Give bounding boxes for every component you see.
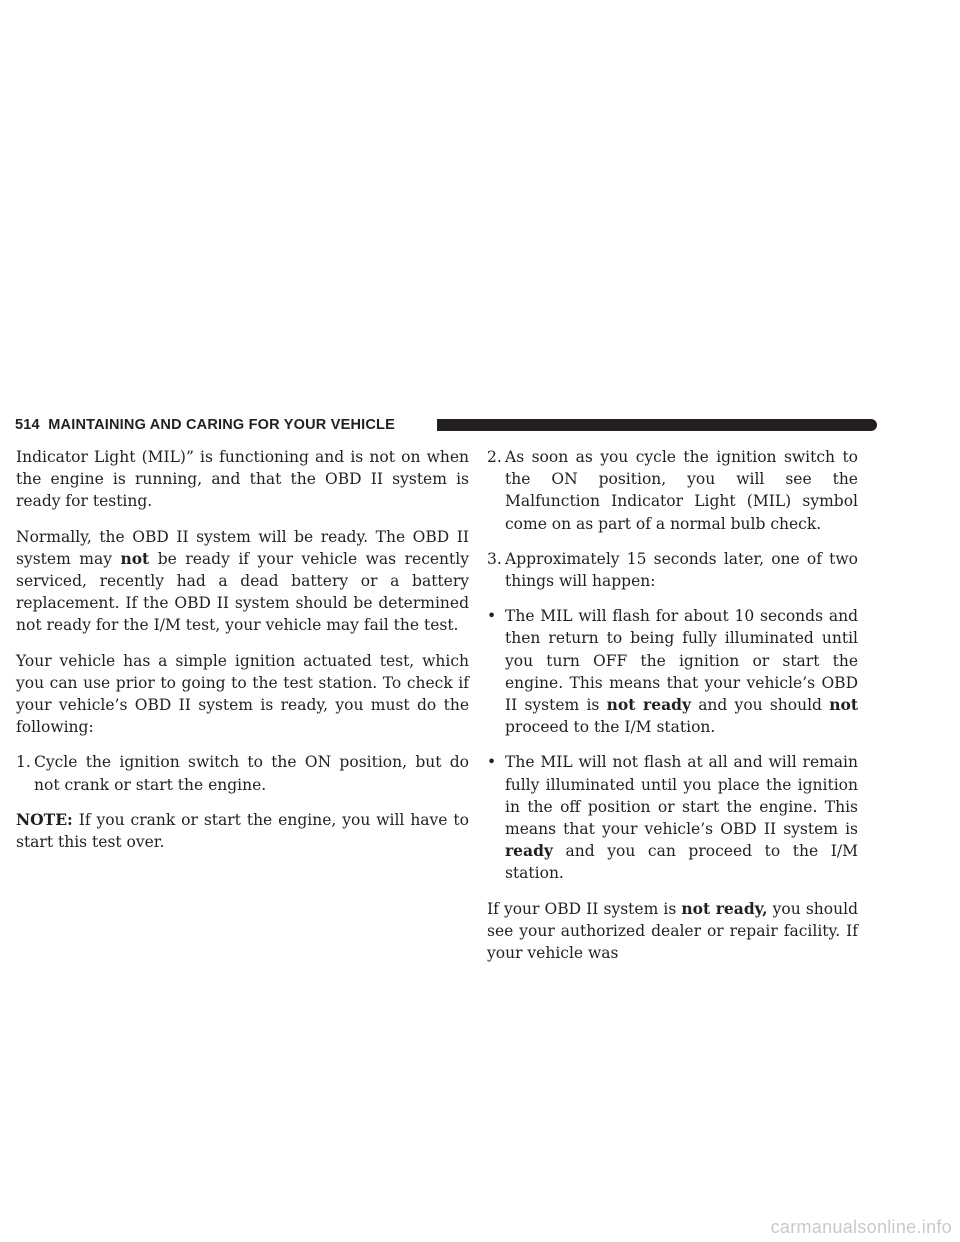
page-header xyxy=(15,415,865,437)
note xyxy=(16,809,469,853)
text-run: be ready if your vehicle was recently serviced, recently had a dead battery or a battery replacement. If the OBD II system should be determined not ready for the I/M test, your vehicle may fail the test. xyxy=(16,549,469,635)
watermark: carmanualsonline.info xyxy=(770,1217,952,1237)
numbered-step xyxy=(487,548,858,592)
bullet-icon: • xyxy=(487,607,497,626)
emphasis: not xyxy=(829,695,858,715)
header-bar xyxy=(437,419,877,431)
step-text: As soon as you cycle the ignition switch to the ON position, you will see the Malfunction Indicator Light (MIL) symbol come on as part of a normal bulb check. xyxy=(505,448,858,533)
bullet-item xyxy=(487,751,858,884)
text-run: The MIL will not flash at all and will remain fully illuminated until you place the ignition in the off position or start the engine. This means that your vehicle’s OBD II system is xyxy=(505,753,858,839)
step-text: Cycle the ignition switch to the ON position, but do not crank or start the engine. xyxy=(34,753,469,794)
bullet-item xyxy=(487,605,858,738)
note-text: If you crank or start the engine, you will have to start this test over. xyxy=(16,810,469,852)
emphasis: ready xyxy=(505,841,553,861)
bullet-icon: • xyxy=(487,753,497,772)
text-run: Normally, the OBD II system will be ready. The OBD II system may xyxy=(16,527,469,568)
text-run: and you should xyxy=(690,696,830,715)
emphasis: not ready, xyxy=(681,898,768,918)
right-column xyxy=(487,446,858,977)
header-text xyxy=(15,417,395,433)
emphasis: not xyxy=(120,548,150,568)
bullet-text xyxy=(505,751,858,884)
emphasis: not ready xyxy=(606,695,691,715)
numbered-step xyxy=(487,446,858,535)
step-text: Approximately 15 seconds later, one of two things will happen: xyxy=(505,549,858,591)
paragraph xyxy=(487,898,858,965)
paragraph xyxy=(16,526,469,637)
text-run: you should see your authorized dealer or repair facility. If your vehicle was xyxy=(487,899,858,963)
step-number: 1. xyxy=(16,753,31,772)
bullet-text xyxy=(505,605,858,738)
note-label: NOTE: xyxy=(16,809,73,829)
paragraph: Your vehicle has a simple ignition actuated test, which you can use prior to going to the test station. To check if your vehicle’s OBD II system is ready, you must do the following: xyxy=(16,651,469,737)
text-run: The MIL will flash for about 10 seconds and then return to being fully illuminated until you turn OFF the ignition or start the engine. This means that your vehicle’s OBD II system is xyxy=(505,607,858,715)
left-column xyxy=(16,446,469,866)
section-title: MAINTAINING AND CARING FOR YOUR VEHICLE xyxy=(48,417,395,433)
numbered-step xyxy=(16,751,469,795)
page-number: 514 xyxy=(15,417,40,433)
text-run: proceed to the I/M station. xyxy=(505,718,716,737)
text-run: If your OBD II system is xyxy=(487,899,682,918)
text-run: and you can proceed to the I/M station. xyxy=(505,842,858,883)
step-number: 3. xyxy=(487,549,502,568)
paragraph: Indicator Light (MIL)” is functioning and is not on when the engine is running, and that the OBD II system is ready for testing. xyxy=(16,448,469,511)
step-number: 2. xyxy=(487,448,502,466)
